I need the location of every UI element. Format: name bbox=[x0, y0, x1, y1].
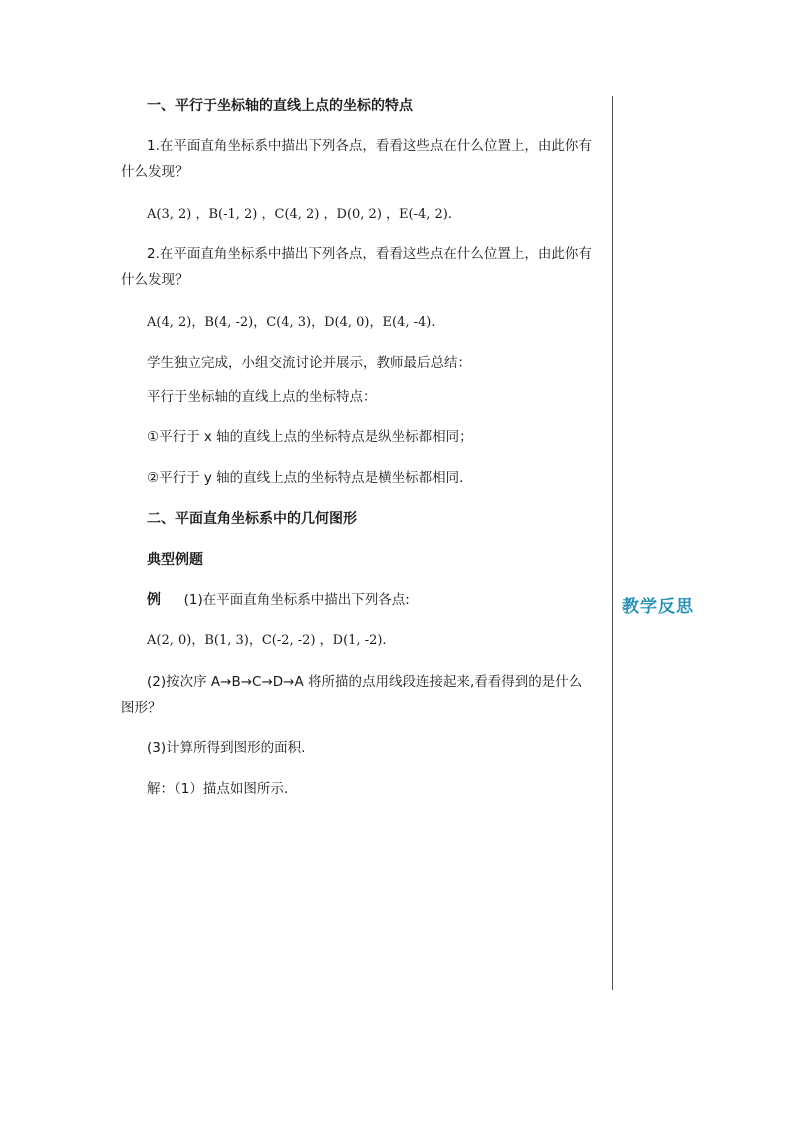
solution-text: 解：（1）描点如图所示. bbox=[147, 781, 289, 797]
section1-heading: 一、平行于坐标轴的直线上点的坐标的特点 bbox=[147, 98, 413, 114]
summary-title: 平行于坐标轴的直线上点的坐标特点： bbox=[147, 389, 377, 405]
part3-text: (3)计算所得到图形的面积. bbox=[147, 740, 306, 756]
example-line bbox=[147, 591, 410, 609]
example-label: 例 bbox=[147, 592, 161, 608]
teaching-reflection-label: 教学反思 bbox=[622, 597, 694, 617]
q1-text-line1: 1.在平面直角坐标系中描出下列各点，看看这些点在什么位置上，由此你有 bbox=[147, 138, 592, 154]
part2-line2: 图形？ bbox=[121, 700, 162, 716]
q2-text-line1: 2.在平面直角坐标系中描出下列各点，看看这些点在什么位置上，由此你有 bbox=[147, 246, 592, 262]
q1-text-line2: 什么发现？ bbox=[121, 164, 189, 180]
example-subheading: 典型例题 bbox=[147, 552, 203, 568]
q1-points: A(3, 2) ，B(-1, 2) ，C(4, 2) ，D(0, 2) ，E(-4, 2). bbox=[147, 207, 452, 222]
rule-y-axis: ②平行于 y 轴的直线上点的坐标特点是横坐标都相同. bbox=[147, 470, 464, 486]
column-divider bbox=[612, 96, 613, 990]
q2-points: A(4, 2)，B(4, -2)，C(4, 3)，D(4, 0)，E(4, -4). bbox=[147, 315, 436, 330]
rule-x-axis: ①平行于 x 轴的直线上点的坐标特点是纵坐标都相同； bbox=[147, 429, 473, 445]
q2-text-line2: 什么发现？ bbox=[121, 272, 189, 288]
part2-line1: (2)按次序 A→B→C→D→A 将所描的点用线段连接起来,看看得到的是什么 bbox=[147, 674, 583, 690]
example-part1: (1)在平面直角坐标系中描出下列各点: bbox=[183, 592, 410, 608]
section2-heading: 二、平面直角坐标系中的几何图形 bbox=[147, 511, 357, 527]
example-points: A(2, 0)，B(1, 3)，C(-2, -2) ，D(1, -2). bbox=[147, 633, 387, 648]
summary-intro: 学生独立完成，小组交流讨论并展示，教师最后总结： bbox=[147, 355, 471, 371]
